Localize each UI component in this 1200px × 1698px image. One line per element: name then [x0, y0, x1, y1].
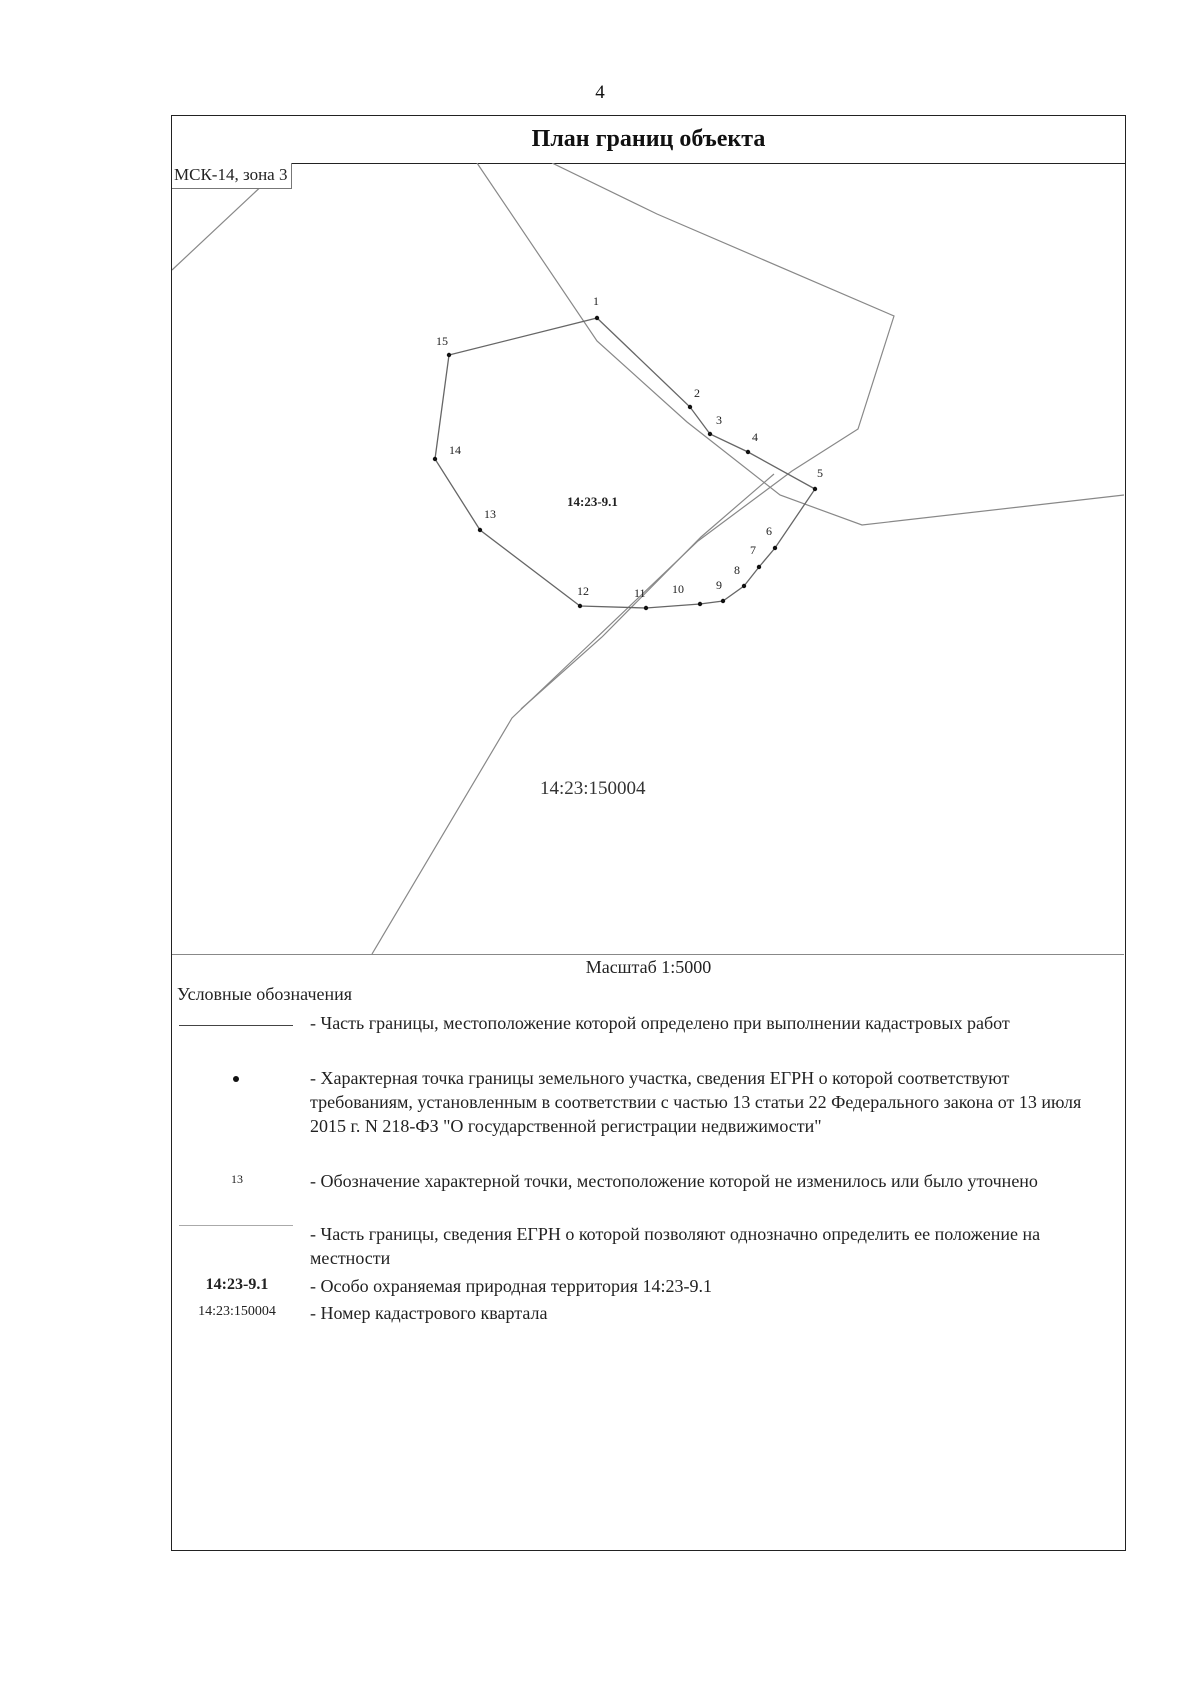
- map-scale: Масштаб 1:5000: [585, 957, 712, 977]
- point-label: 15: [436, 334, 448, 348]
- legend-dark-line-symbol: [179, 1025, 293, 1026]
- legend-item-text: - Номер кадастрового квартала: [310, 1303, 548, 1323]
- point-label: 7: [750, 543, 756, 557]
- point-labels: [436, 294, 823, 600]
- point-label: 11: [634, 586, 646, 600]
- context-boundary-line: [372, 163, 894, 954]
- plan-frame: [171, 115, 1126, 1551]
- boundary-point: [698, 602, 702, 606]
- legend-item-text: - Обозначение характерной точки, местоположение которой не изменилось или было уточнено: [310, 1171, 1038, 1191]
- legend-item-text: - Характерная точка границы земельного участка, сведения ЕГРН о которой соответствуют требованиям, установленным в соответствии с частью 13 статьи 22 Федерального закона от 13 июля 2015 г. N 218-ФЗ "О государственной регистрации недвижимости": [310, 1068, 1082, 1136]
- legend-light-line-symbol: [179, 1225, 293, 1226]
- boundary-point: [746, 450, 750, 454]
- context-lines: [172, 163, 1124, 954]
- legend-zone-symbol: 14:23-9.1: [205, 1276, 269, 1293]
- context-boundary-line: [477, 163, 1124, 525]
- boundary-point: [813, 487, 817, 491]
- page-number: 4: [595, 82, 605, 103]
- legend-point-symbol: [233, 1076, 239, 1082]
- point-label: 5: [817, 466, 823, 480]
- boundary-point: [478, 528, 482, 532]
- point-label: 6: [766, 524, 772, 538]
- point-label: 2: [694, 386, 700, 400]
- legend-quarter-symbol: 14:23:150004: [198, 1304, 276, 1319]
- boundary-point: [433, 457, 437, 461]
- point-label: 9: [716, 578, 722, 592]
- point-label: 8: [734, 563, 740, 577]
- boundary-point: [688, 405, 692, 409]
- legend-item-text: - Часть границы, сведения ЕГРН о которой позволяют однозначно определить ее положение на местности: [310, 1224, 1041, 1268]
- legend-item-text: - Часть границы, местоположение которой определено при выполнении кадастровых работ: [310, 1013, 1010, 1033]
- point-label: 14: [449, 443, 461, 457]
- legend-title: Условные обозначения: [177, 984, 353, 1004]
- boundary-map: [172, 163, 1124, 955]
- boundary-point: [644, 606, 648, 610]
- zone-label: 14:23-9.1: [567, 494, 618, 509]
- plan-title: План границ объекта: [172, 116, 1125, 164]
- point-label: 3: [716, 413, 722, 427]
- boundary-point: [578, 604, 582, 608]
- boundary-point: [742, 584, 746, 588]
- boundary-point: [721, 599, 725, 603]
- boundary-point: [757, 565, 761, 569]
- crs-label: МСК-14, зона 3: [172, 163, 292, 189]
- point-label: 4: [752, 430, 758, 444]
- context-boundary-line: [172, 180, 268, 270]
- point-label: 10: [672, 582, 684, 596]
- zone-boundary: [435, 318, 815, 608]
- boundary-point: [773, 546, 777, 550]
- boundary-point: [595, 316, 599, 320]
- quarter-label: 14:23:150004: [540, 778, 646, 799]
- zone-points: [433, 316, 817, 610]
- point-label: 13: [484, 507, 496, 521]
- boundary-point: [708, 432, 712, 436]
- zone-boundary-polygon: [435, 318, 815, 608]
- point-label: 12: [577, 584, 589, 598]
- point-label: 1: [593, 294, 599, 308]
- map-canvas: [172, 163, 1124, 954]
- legend-item-text: - Особо охраняемая природная территория 14:23-9.1: [310, 1276, 712, 1296]
- legend-number-symbol: 13: [231, 1172, 243, 1186]
- boundary-point: [447, 353, 451, 357]
